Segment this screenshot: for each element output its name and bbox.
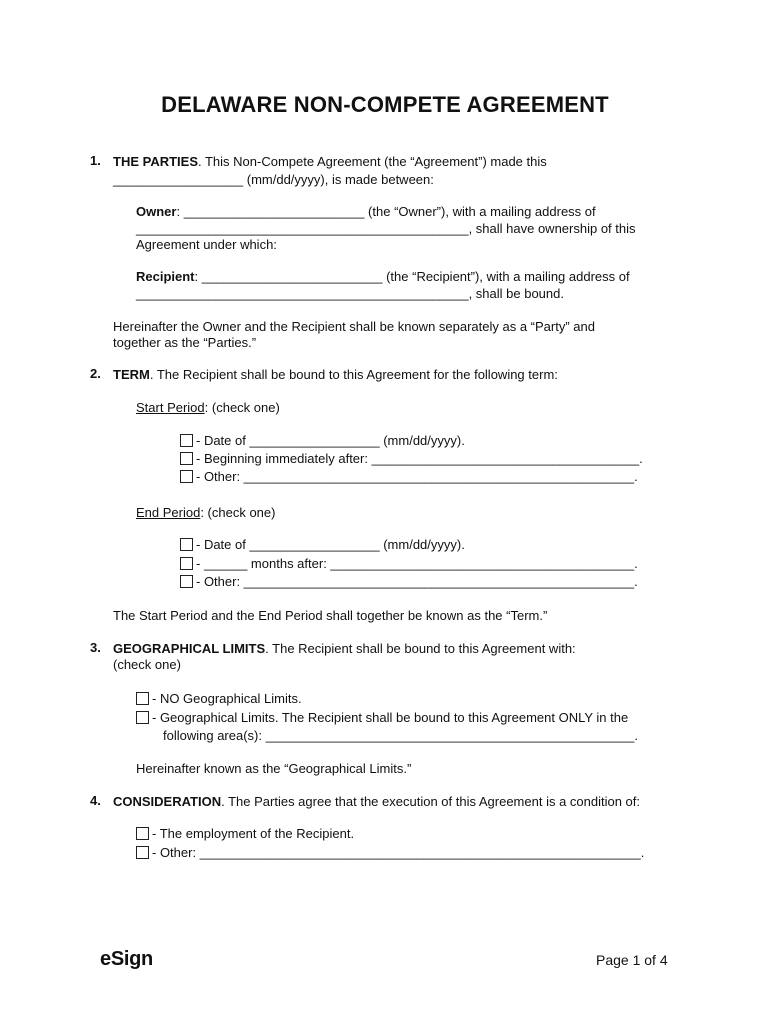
geo-option-limits-continued: following area(s): ___________________________________________________.	[163, 728, 638, 743]
start-option-date[interactable]	[180, 432, 465, 450]
recipient-text: : _________________________ (the “Recipient”), with a mailing address of	[194, 269, 630, 284]
checkbox[interactable]	[136, 827, 149, 840]
section-2-text: . The Recipient shall be bound to this Agreement for the following term:	[149, 367, 558, 382]
start-period-heading	[136, 399, 280, 417]
consideration-option-employment-label: - The employment of the Recipient.	[152, 826, 355, 841]
start-option-date-label: - Date of __________________ (mm/dd/yyyy).	[196, 433, 465, 448]
checkbox[interactable]	[180, 434, 193, 447]
start-option-other-label: - Other: ______________________________________________________.	[196, 469, 638, 484]
end-period-heading	[136, 504, 275, 522]
end-option-months-label: - ______ months after: __________________________________________.	[196, 556, 638, 571]
section-1-heading: THE PARTIES	[113, 154, 198, 169]
section-3-line-2: (check one)	[113, 657, 181, 672]
section-3-text: . The Recipient shall be bound to this Agreement with:	[265, 641, 576, 656]
section-1-line-2: __________________ (mm/dd/yyyy), is made between:	[113, 172, 434, 187]
geo-option-none-label: - NO Geographical Limits.	[152, 691, 302, 706]
checkbox[interactable]	[180, 557, 193, 570]
start-period-label: Start Period	[136, 400, 205, 415]
section-4-text: . The Parties agree that the execution of this Agreement is a condition of:	[221, 794, 641, 809]
consideration-option-other-label: - Other: _____________________________________________________________.	[152, 845, 645, 860]
term-definition: The Start Period and the End Period shall together be known as the “Term.”	[113, 608, 548, 623]
start-option-other[interactable]	[180, 468, 638, 486]
section-3-number: 3.	[90, 640, 101, 655]
section-2-heading: TERM	[113, 367, 150, 382]
geo-option-limits-label: - Geographical Limits. The Recipient shall be bound to this Agreement ONLY in the	[152, 710, 629, 725]
checkbox[interactable]	[180, 452, 193, 465]
section-3-line-1	[113, 640, 576, 658]
end-option-other[interactable]	[180, 573, 638, 591]
start-option-beginning-label: - Beginning immediately after: _____________________________________.	[196, 451, 643, 466]
checkbox[interactable]	[180, 538, 193, 551]
section-3-heading: GEOGRAPHICAL LIMITS	[113, 641, 266, 656]
geo-definition: Hereinafter known as the “Geographical Limits.”	[136, 761, 412, 776]
checkbox[interactable]	[136, 692, 149, 705]
end-period-suffix: : (check one)	[200, 505, 276, 520]
section-1-text: . This Non-Compete Agreement (the “Agreement”) made this	[198, 154, 547, 169]
owner-label: Owner	[136, 204, 177, 219]
section-1-line-1	[113, 153, 547, 171]
consideration-option-other[interactable]	[136, 844, 644, 862]
section-1-number: 1.	[90, 153, 101, 168]
parties-line-1: Hereinafter the Owner and the Recipient shall be known separately as a “Party” and	[113, 319, 595, 334]
geo-option-none[interactable]	[136, 690, 302, 708]
checkbox[interactable]	[136, 846, 149, 859]
recipient-label: Recipient	[136, 269, 195, 284]
end-option-other-label: - Other: ______________________________________________________.	[196, 574, 638, 589]
recipient-line-2: ______________________________________________, shall be bound.	[136, 286, 564, 301]
end-period-label: End Period	[136, 505, 201, 520]
section-4-line-1	[113, 793, 640, 811]
owner-text: : _________________________ (the “Owner”), with a mailing address of	[176, 204, 596, 219]
page-number: Page 1 of 4	[596, 952, 668, 968]
document-title: DELAWARE NON-COMPETE AGREEMENT	[161, 92, 609, 117]
checkbox[interactable]	[180, 470, 193, 483]
owner-line-3: Agreement under which:	[136, 237, 277, 252]
end-option-months[interactable]	[180, 555, 638, 573]
end-option-date[interactable]	[180, 536, 465, 554]
parties-line-2: together as the “Parties.”	[113, 335, 257, 350]
owner-line-1	[136, 203, 596, 221]
section-4-number: 4.	[90, 793, 101, 808]
start-option-beginning[interactable]	[180, 450, 643, 468]
checkbox[interactable]	[136, 711, 149, 724]
section-2-number: 2.	[90, 366, 101, 381]
geo-option-limits[interactable]	[136, 709, 628, 727]
end-option-date-label: - Date of __________________ (mm/dd/yyyy).	[196, 537, 465, 552]
checkbox[interactable]	[180, 575, 193, 588]
section-4-heading: CONSIDERATION	[113, 794, 222, 809]
esign-logo: eSign	[100, 948, 153, 970]
owner-line-2: ______________________________________________, shall have ownership of this	[136, 221, 636, 236]
section-2-line-1	[113, 366, 558, 384]
start-period-suffix: : (check one)	[204, 400, 280, 415]
recipient-line-1	[136, 268, 630, 286]
consideration-option-employment[interactable]	[136, 825, 354, 843]
